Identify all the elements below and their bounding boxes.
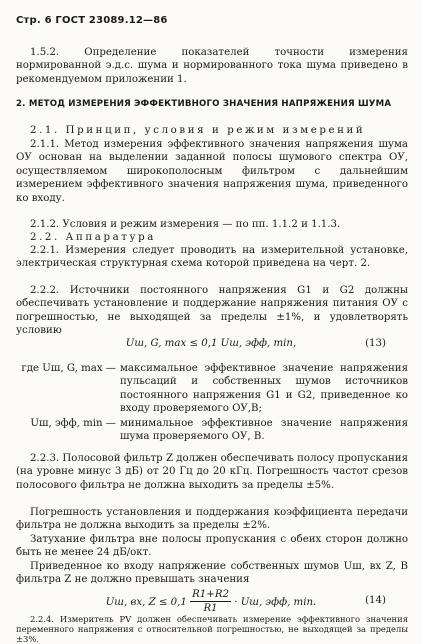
paragraph-gain-error: Погрешность установления и поддержания коэффициента передачи фильтра не должна выходить за пределы ±2%. — [16, 507, 408, 532]
paragraph-1-5-2: 1.5.2. Определение показателей точности измерения нормированной э.д.с. шума и нормированного тока шума приведено в рекомендуемом приложении 1. — [16, 47, 408, 85]
definition-term: Uш, эфф, min — — [30, 417, 116, 429]
paragraph-2-2-3: 2.2.3. Полосовой фильтр Z должен обеспечивать полосу пропускания (на уровне минус 3 дБ) от 20 Гц до 20 кГц. Погрешность частот срезов полосового фильтра не должна выходить за пределы ±5%. — [16, 453, 408, 491]
definition-text: максимальное эффективное значение напряжения пульсаций и собственных шумов источников постоянного напряжения G1 и G2, приведенное ко входу проверяемого ОУ,В; — [120, 363, 408, 415]
subheading-2-2: 2.2. Аппаратура — [30, 232, 156, 243]
subheading-2-1: 2.1. Принцип, условия и режим измерений — [30, 125, 366, 136]
equation-number-13: (13) — [365, 338, 386, 349]
formula-14-left: Uш, вх, Z ≤ 0,1 — [105, 596, 187, 608]
paragraph-2-2-2: 2.2.2. Источники постоянного напряжения G1 и G2 должны обеспечивать установление и поддержание напряжения питания ОУ с погрешностью, не выходящей за пределы ±1%, и удовлетворять условию — [16, 285, 408, 337]
paragraph-2-1-1: 2.1.1. Метод измерения эффективного значения напряжения шума ОУ основан на выделении заданной полосы шумового спектра ОУ, осуществляемом широкополосным фильтром с дальнейшим измерением эффективного значения напряжения шума, приведенного ко входу. — [16, 139, 408, 204]
definition-term: где Uш, G, max — — [21, 363, 116, 374]
definition-text: минимальное эффективное значение напряжения шума проверяемого ОУ, В. — [120, 417, 408, 443]
definitions-list — [16, 362, 408, 443]
formula-13 — [0, 337, 422, 350]
formula-14-fraction — [190, 588, 231, 616]
paragraph-2-2-1: 2.2.1. Измерения следует проводить на измерительной установке, электрическая структурная схема которой приведена на черт. 2. — [16, 245, 408, 270]
paragraph-2-2-4: 2.2.4. Измеритель PV должен обеспечивать измерение эффективного значения переменного напряжения с относительной погрешностью, не выходящей за пределы ±3%. — [16, 614, 408, 644]
paragraph-attenuation: Затухание фильтра вне полосы пропускания с обеих сторон должно быть не менее 24 дБ/окт. — [16, 534, 408, 559]
paragraph-2-1-2: 2.1.2. Условия и режим измерения — по пп. 1.1.2 и 1.1.3. — [30, 219, 341, 230]
definition-row — [16, 362, 408, 416]
section-2-heading: 2. МЕТОД ИЗМЕРЕНИЯ ЭФФЕКТИВНОГО ЗНАЧЕНИЯ НАПРЯЖЕНИЯ ШУМА — [16, 99, 392, 109]
formula-13-body: Uш, G, max ≤ 0,1 Uш, эфф, min, — [125, 338, 297, 349]
page-header: Стр. 6 ГОСТ 23089.12—86 — [16, 15, 168, 26]
formula-14-right: · Uш, эфф, min. — [234, 596, 317, 608]
paragraph-self-noise: Приведенное ко входу напряжение собственных шумов Uш, вх Z, В фильтра Z не должно превышать значения — [16, 561, 408, 586]
fraction-denominator: R1 — [203, 603, 218, 615]
fraction-numerator: R1+R2 — [190, 588, 231, 602]
equation-number-14: (14) — [365, 595, 386, 606]
formula-14 — [0, 588, 422, 616]
definition-row — [16, 417, 408, 444]
